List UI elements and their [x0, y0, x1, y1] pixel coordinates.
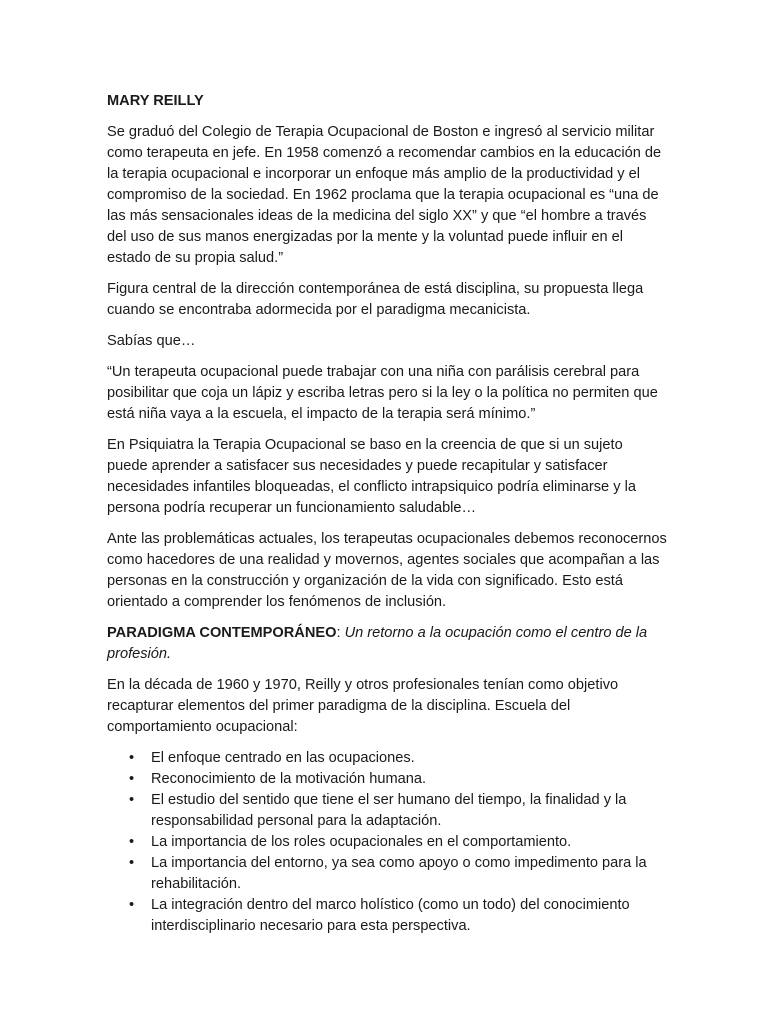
- section-intro: En la década de 1960 y 1970, Reilly y otros profesionales tenían como objetivo recapturar elementos del primer paradigma de la disciplina. Escuela del comportamiento ocupacional:: [107, 677, 619, 735]
- section-heading-colon: :: [336, 625, 345, 641]
- section-heading-bold: PARADIGMA CONTEMPORÁNEO: [107, 625, 337, 641]
- bullet-icon: •: [129, 771, 135, 787]
- list-item: [107, 748, 667, 769]
- list-item: [107, 769, 667, 790]
- list-item-text: El estudio del sentido que tiene el ser humano del tiempo, la finalidad y la responsabilidad personal para la adaptación.: [151, 792, 627, 829]
- list-item-text: La importancia del entorno, ya sea como apoyo o como impedimento para la rehabilitación.: [151, 855, 647, 892]
- bullet-icon: •: [129, 750, 135, 766]
- paragraph-psychiatry: En Psiquiatra la Terapia Ocupacional se baso en la creencia de que si un sujeto puede aprender a satisfacer sus necesidades y puede recapitular y satisfacer necesidades infantiles bloqueadas, el conflicto intrapsiquico podría eliminarse y la persona podría recuperar un funcionamiento saludable…: [107, 437, 636, 516]
- bullet-icon: •: [129, 834, 135, 850]
- paragraph-biography: Se graduó del Colegio de Terapia Ocupacional de Boston e ingresó al servicio militar como terapeuta en jefe. En 1958 comenzó a recomendar cambios en la educación de la terapia ocupacional e incorporar un enfoque más amplio de la productividad y el compromiso de la sociedad. En 1962 proclama que la terapia ocupacional es “una de las más sensacionales ideas de la medicina del siglo XX” y que “el hombre a través del uso de sus manos energizadas por la mente y la voluntad puede influir en el estado de su propia salud.”: [107, 124, 662, 266]
- document-title: MARY REILLY: [107, 93, 204, 109]
- list-item-text: La importancia de los roles ocupacionales en el comportamiento.: [151, 834, 572, 850]
- bullet-icon: •: [129, 855, 135, 871]
- bullet-icon: •: [129, 897, 135, 913]
- document-page: [107, 91, 667, 937]
- paragraph-sabias-que: Sabías que…: [107, 333, 196, 349]
- paragraph-quote: “Un terapeuta ocupacional puede trabajar con una niña con parálisis cerebral para posibilitar que coja un lápiz y escriba letras pero si la ley o la política no permiten que está niña vaya a la escuela, el impacto de la terapia será mínimo.”: [107, 364, 658, 422]
- section-heading: [107, 623, 667, 665]
- section-heading-italic: Un retorno a la ocupación como el centro de la profesión.: [107, 625, 648, 662]
- bullet-icon: •: [129, 792, 135, 808]
- list-item: [107, 790, 667, 832]
- paragraph-current-problems: Ante las problemáticas actuales, los terapeutas ocupacionales debemos reconocernos como hacedores de una realidad y movernos, agentes sociales que acompañan a las personas en la construcción y organización de la vida con significado. Esto está orientado a comprender los fenómenos de inclusión.: [107, 531, 667, 610]
- bullet-list: [107, 748, 667, 937]
- paragraph-central-figure: Figura central de la dirección contemporánea de está disciplina, su propuesta llega cuando se encontraba adormecida por el paradigma mecanicista.: [107, 281, 644, 318]
- list-item-text: Reconocimiento de la motivación humana.: [151, 771, 427, 787]
- list-item-text: El enfoque centrado en las ocupaciones.: [151, 750, 415, 766]
- list-item: [107, 853, 667, 895]
- list-item-text: La integración dentro del marco holístico (como un todo) del conocimiento interdisciplinario necesario para esta perspectiva.: [151, 897, 630, 934]
- list-item: [107, 895, 667, 937]
- list-item: [107, 832, 667, 853]
